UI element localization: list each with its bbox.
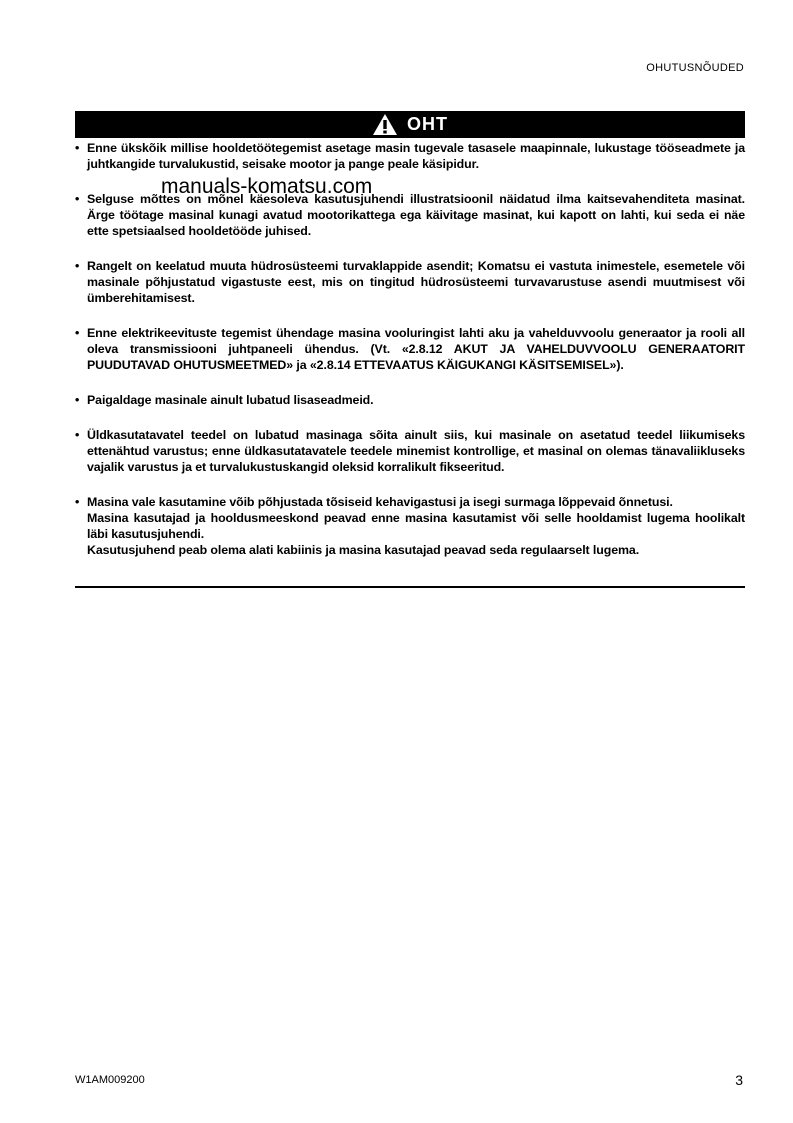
list-item: • Rangelt on keelatud muuta hüdrosüsteemi turvaklappide asendit; Komatsu ei vastuta inimestele, esemetele või masinale põhjustatud vigastuste eest, mis on tingitud hüdrosüsteemi turvavarustuse asendi muutmisest või ümberehitamisest.: [75, 259, 745, 305]
list-item: • Masina vale kasutamine võib põhjustada tõsiseid kehavigastusi ja isegi surmaga lõppevaid õnnetusi. Masina kasutajad ja hooldusmeeskond peavad enne masina kasutamist või selle hooldamist lugema hoolikalt läbi kasutusjuhendi. Kasutusjuhend peab olema alati kabiinis ja masina kasutajad peavad seda regulaarselt lugema.: [75, 495, 745, 557]
warning-triangle-icon: [372, 113, 398, 136]
list-item: • Selguse mõttes on mõnel käesoleva kasutusjuhendi illustratsioonil näidatud ilma kaitsevahenditeta masinat. Ärge töötage masinal kunagi avatud mootorikattega ega käivitage masinat, kui kapott on lahti, kui seda ei näe ette spetsiaalsed hooldetööde juhised.: [75, 192, 745, 238]
danger-title: OHT: [407, 114, 448, 134]
list-item: • Üldkasutatavatel teedel on lubatud masinaga sõita ainult siis, kui masinale on asetatud teedel liikumiseks ettenähtud varustus; enne üldkasutatavatele teedele minemist kontrollige, et masinal on olemas tänavaliikluseks vajalik varustus ja et turvalukustuskangid oleksid korralikult fikseeritud.: [75, 428, 745, 474]
list-item: • Enne ükskõik millise hooldetöötegemist asetage masin tugevale tasasele maapinnale, lukustage tööseadmete ja juhtkangide turvalukustid, seisake mootor ja pange peale käsipidur.: [75, 141, 745, 171]
item-text: Selguse mõttes on mõnel käesoleva kasutusjuhendi illustratsioonil näidatud ilma kaitsevahenditeta masinat. Ärge töötage masinal kunagi avatud mootorikattega ega käivitage masinat, kui kapott on lahti, kui seda ei näe ette spetsiaalsed hooldetööde juhised.: [87, 192, 745, 238]
item-text: Üldkasutatavatel teedel on lubatud masinaga sõita ainult siis, kui masinale on asetatud teedel liikumiseks ettenähtud varustus; enne üldkasutatavatele teedele minemist kontrollige, et masinal on olemas tänavaliikluseks vajalik varustus ja et turvalukustuskangid oleksid korralikult fikseeritud.: [87, 428, 745, 474]
item-text: Enne ükskõik millise hooldetöötegemist asetage masin tugevale tasasele maapinnale, lukustage tööseadmete ja juhtkangide turvalukustid, seisake mootor ja pange peale käsipidur.: [87, 141, 745, 171]
item-text: Kasutusjuhend peab olema alati kabiinis ja masina kasutajad peavad seda regulaarselt lugema.: [87, 543, 640, 557]
item-text: Paigaldage masinale ainult lubatud lisaseadmeid.: [87, 393, 374, 407]
item-text: Rangelt on keelatud muuta hüdrosüsteemi turvaklappide asendit; Komatsu ei vastuta inimestele, esemetele või masinale põhjustatud vigastuste eest, mis on tingitud hüdrosüsteemi turvavarustuse asendi muutmisest või ümberehitamisest.: [87, 259, 745, 305]
section-divider: [75, 586, 745, 588]
item-text: Masina vale kasutamine võib põhjustada tõsiseid kehavigastusi ja isegi surmaga lõppevaid õnnetusi.: [87, 495, 673, 509]
watermark: manuals-komatsu.com: [161, 175, 373, 198]
danger-list: [75, 140, 745, 558]
list-item: • Paigaldage masinale ainult lubatud lisaseadmeid.: [75, 392, 745, 408]
section-header: OHUTUSNÕUDED: [646, 62, 744, 74]
document-code: W1AM009200: [75, 1074, 145, 1086]
danger-banner: [75, 111, 745, 138]
list-item: • Enne elektrikeevituste tegemist ühendage masina vooluringist lahti aku ja vahelduvvoolu generaator ja rooli all oleva transmissiooni juhtpaneeli ühendus. (Vt. «2.8.12 AKUT JA VAHELDUVVOOLU GENERAATORIT PUUDUTAVAD OHUTUSMEETMED» ja «2.8.14 ETTEVAATUS KÄIGUKANGI KÄSITSEMISEL»).: [75, 326, 745, 372]
item-text: Enne elektrikeevituste tegemist ühendage masina vooluringist lahti aku ja vahelduvvoolu generaator ja rooli all oleva transmissiooni juhtpaneeli ühendus. (Vt. «2.8.12 AKUT JA VAHELDUVVOOLU GENERAATORIT PUUDUTAVAD OHUTUSMEETMED» ja «2.8.14 ETTEVAATUS KÄIGUKANGI KÄSITSEMISEL»).: [87, 326, 745, 372]
page-number: 3: [735, 1072, 743, 1088]
item-text: Masina kasutajad ja hooldusmeeskond peavad enne masina kasutamist või selle hooldamist lugema hoolikalt läbi kasutusjuhendi.: [87, 511, 745, 541]
